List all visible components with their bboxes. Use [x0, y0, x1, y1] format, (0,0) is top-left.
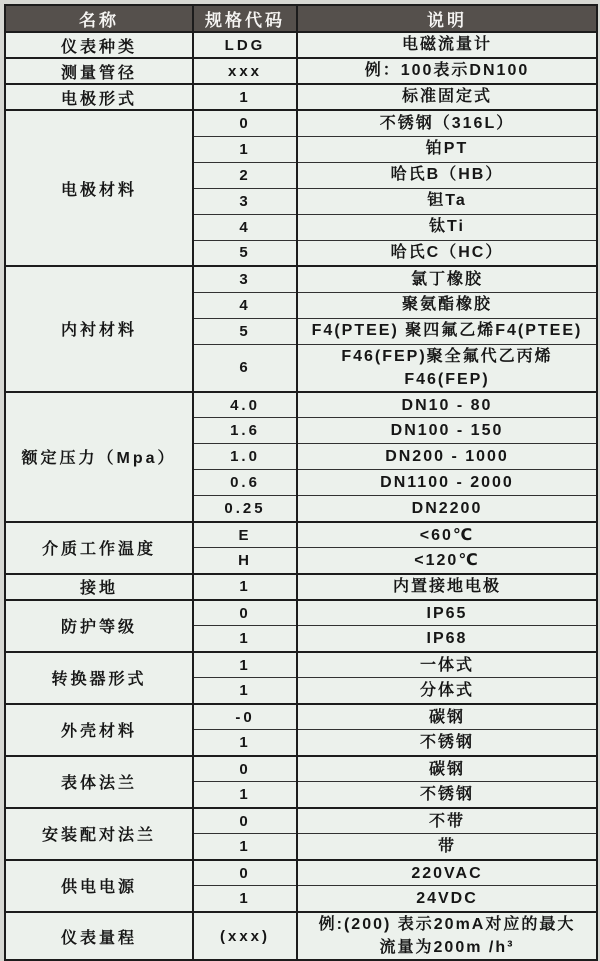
code-cell: 5 — [193, 318, 297, 344]
code-cell: -0 — [193, 704, 297, 730]
desc-cell: 碳钢 — [297, 756, 597, 782]
code-cell: 1 — [193, 730, 297, 756]
table-row — [5, 600, 597, 626]
code-cell: 1 — [193, 652, 297, 678]
code-cell: LDG — [193, 32, 297, 58]
code-cell: 1 — [193, 84, 297, 110]
desc-cell: 不锈钢（316L） — [297, 110, 597, 136]
group-name-cell: 安装配对法兰 — [5, 808, 193, 860]
table-row — [5, 266, 597, 292]
spec-table-head — [5, 5, 597, 32]
table-row — [5, 392, 597, 418]
group-name-cell: 介质工作温度 — [5, 522, 193, 574]
code-cell: 0 — [193, 600, 297, 626]
table-row — [5, 704, 597, 730]
desc-cell: DN200 - 1000 — [297, 444, 597, 470]
desc-cell: 不锈钢 — [297, 782, 597, 808]
code-cell: 1 — [193, 626, 297, 652]
code-cell: 1.6 — [193, 418, 297, 444]
table-row — [5, 912, 597, 960]
spec-table-body — [5, 32, 597, 960]
group-name-cell: 电极形式 — [5, 84, 193, 110]
group-name-cell: 测量管径 — [5, 58, 193, 84]
desc-cell: 例：100表示DN100 — [297, 58, 597, 84]
table-row — [5, 58, 597, 84]
desc-cell: 一体式 — [297, 652, 597, 678]
table-row — [5, 808, 597, 834]
code-cell: 1 — [193, 834, 297, 860]
desc-cell: 不锈钢 — [297, 730, 597, 756]
group-name-cell: 仪表量程 — [5, 912, 193, 960]
desc-cell: 分体式 — [297, 678, 597, 704]
code-cell: 4 — [193, 214, 297, 240]
column-header-code: 规格代码 — [193, 5, 297, 32]
code-cell: 1 — [193, 782, 297, 808]
code-cell: E — [193, 522, 297, 548]
group-name-cell: 接地 — [5, 574, 193, 600]
table-row — [5, 84, 597, 110]
desc-cell: 聚氨酯橡胶 — [297, 292, 597, 318]
code-cell: 0.25 — [193, 496, 297, 522]
desc-cell: 24VDC — [297, 886, 597, 912]
group-name-cell: 仪表种类 — [5, 32, 193, 58]
table-row — [5, 32, 597, 58]
spec-table — [4, 4, 598, 961]
desc-cell: 哈氏B（HB） — [297, 162, 597, 188]
desc-cell: 钽Ta — [297, 188, 597, 214]
code-cell: 5 — [193, 240, 297, 266]
desc-cell: DN100 - 150 — [297, 418, 597, 444]
desc-cell: DN10 - 80 — [297, 392, 597, 418]
desc-cell: 内置接地电极 — [297, 574, 597, 600]
desc-cell: 例:(200) 表示20mA对应的最大 流量为200m /h³ — [297, 912, 597, 960]
code-cell: 3 — [193, 188, 297, 214]
desc-cell: 哈氏C（HC） — [297, 240, 597, 266]
code-cell: 3 — [193, 266, 297, 292]
desc-cell: <60℃ — [297, 522, 597, 548]
code-cell: xxx — [193, 58, 297, 84]
desc-cell: F46(FEP)聚全氟代乙丙烯F46(FEP) — [297, 344, 597, 392]
desc-cell: 氯丁橡胶 — [297, 266, 597, 292]
desc-cell: F4(PTEE) 聚四氟乙烯F4(PTEE) — [297, 318, 597, 344]
table-row — [5, 522, 597, 548]
table-row — [5, 652, 597, 678]
desc-cell: 标准固定式 — [297, 84, 597, 110]
group-name-cell: 外壳材料 — [5, 704, 193, 756]
desc-cell: 带 — [297, 834, 597, 860]
group-name-cell: 额定压力（Mpa） — [5, 392, 193, 522]
column-header-desc: 说明 — [297, 5, 597, 32]
code-cell: 4.0 — [193, 392, 297, 418]
table-row — [5, 860, 597, 886]
desc-cell: <120℃ — [297, 548, 597, 574]
desc-cell: 电磁流量计 — [297, 32, 597, 58]
desc-cell: 不带 — [297, 808, 597, 834]
group-name-cell: 电极材料 — [5, 110, 193, 266]
desc-cell: DN2200 — [297, 496, 597, 522]
group-name-cell: 转换器形式 — [5, 652, 193, 704]
table-row — [5, 756, 597, 782]
group-name-cell: 内衬材料 — [5, 266, 193, 392]
table-row — [5, 110, 597, 136]
column-header-name: 名称 — [5, 5, 193, 32]
code-cell: (xxx) — [193, 912, 297, 960]
desc-cell: IP65 — [297, 600, 597, 626]
code-cell: H — [193, 548, 297, 574]
desc-cell: 220VAC — [297, 860, 597, 886]
code-cell: 0 — [193, 860, 297, 886]
code-cell: 6 — [193, 344, 297, 392]
group-name-cell: 供电电源 — [5, 860, 193, 912]
desc-cell: DN1100 - 2000 — [297, 470, 597, 496]
code-cell: 0 — [193, 808, 297, 834]
code-cell: 1 — [193, 886, 297, 912]
desc-cell: 铂PT — [297, 136, 597, 162]
desc-cell: 碳钢 — [297, 704, 597, 730]
code-cell: 1 — [193, 678, 297, 704]
header-row — [5, 5, 597, 32]
code-cell: 2 — [193, 162, 297, 188]
group-name-cell: 防护等级 — [5, 600, 193, 652]
code-cell: 1.0 — [193, 444, 297, 470]
code-cell: 0 — [193, 110, 297, 136]
code-cell: 1 — [193, 574, 297, 600]
code-cell: 4 — [193, 292, 297, 318]
desc-cell: 钛Ti — [297, 214, 597, 240]
desc-cell: IP68 — [297, 626, 597, 652]
code-cell: 0 — [193, 756, 297, 782]
code-cell: 0.6 — [193, 470, 297, 496]
code-cell: 1 — [193, 136, 297, 162]
group-name-cell: 表体法兰 — [5, 756, 193, 808]
table-row — [5, 574, 597, 600]
